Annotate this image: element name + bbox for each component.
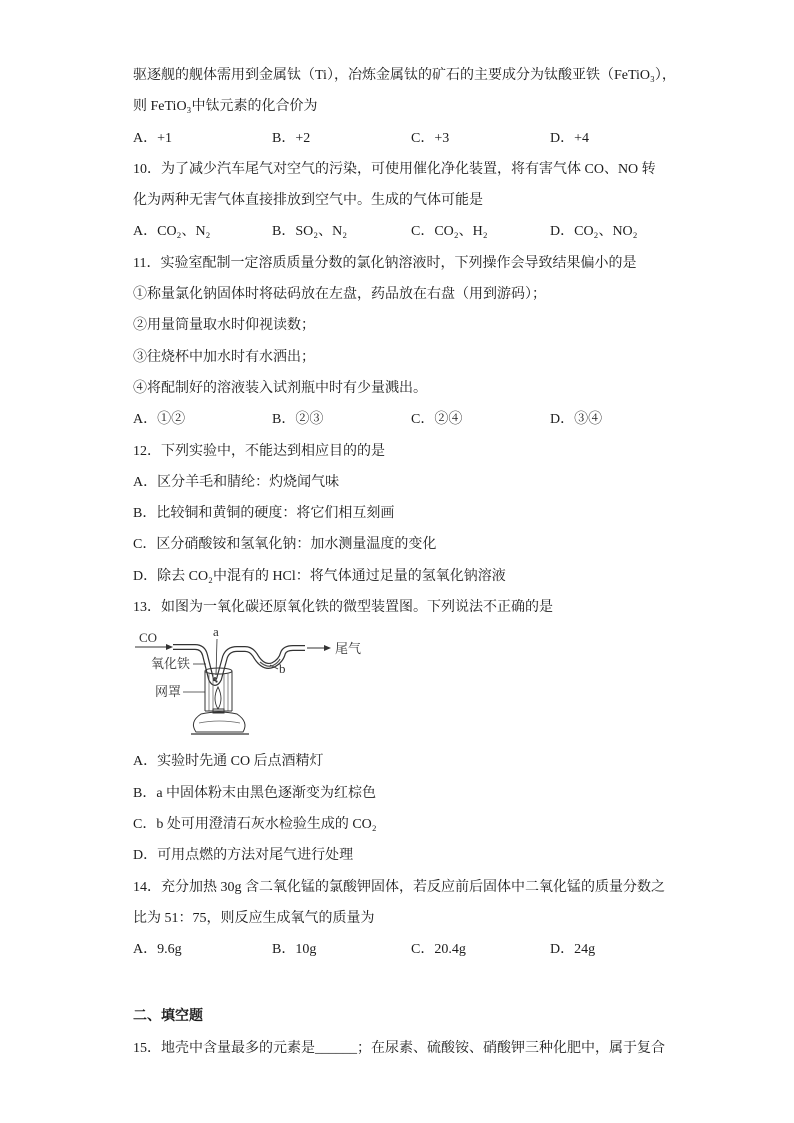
q13-choice-d: D．可用点燃的方法对尾气进行处理: [133, 848, 354, 864]
q11-stem: 11．实验室配制一定溶质质量分数的氯化钠溶液时，下列操作会导致结果偏小的是: [133, 255, 637, 271]
alcohol-lamp-liquid: [199, 721, 240, 723]
q12-choice-c: C．区分硝酸铵和氢氧化钠：加水测量温度的变化: [133, 537, 437, 553]
flame-icon: [215, 687, 221, 709]
q9-option-a: A．+1: [133, 130, 173, 146]
alcohol-lamp-body: [193, 712, 245, 732]
q9-stem-line-2: 则 FeTiO₃中钛元素的化合价为: [133, 99, 318, 115]
q10-option-b: B．SO₂、N₂: [272, 224, 348, 240]
q11-option-a: A．①②: [133, 412, 186, 428]
q11-option-c: C．②④: [411, 412, 463, 428]
q13-stem: 13．如图为一氧化碳还原氧化铁的微型装置图。下列说法不正确的是: [133, 600, 553, 616]
label-b: b: [279, 661, 286, 677]
q9-option-d: D．+4: [550, 130, 590, 146]
q9-options: [133, 123, 733, 154]
q11-item-4: ④将配制好的溶液装入试剂瓶中时有少量溅出。: [133, 380, 427, 396]
section-spacer: [133, 965, 733, 1001]
q11-option-d: D．③④: [550, 412, 603, 428]
label-a-leader: [216, 639, 217, 675]
q9-option-c: C．+3: [411, 130, 450, 146]
q14-option-a: A．9.6g: [133, 942, 182, 958]
exhaust-label: 尾气: [335, 641, 362, 657]
q10-options: [133, 216, 733, 247]
q11-option-b: B．②③: [272, 412, 324, 428]
q12-choice-a: A．区分羊毛和腈纶：灼烧闻气味: [133, 474, 340, 490]
q9-option-b: B．+2: [272, 130, 311, 146]
co-reduction-apparatus-figure: [133, 623, 733, 746]
q14-stem-line-2: 比为 51：75，则反应生成氧气的质量为: [133, 910, 375, 926]
q11-item-3: ③往烧杯中加水时有水洒出；: [133, 349, 315, 365]
co-inlet-label: CO: [139, 630, 158, 646]
q13-choice-b: B．a 中固体粉末由黑色逐渐变为红棕色: [133, 785, 377, 801]
section-heading-fill-in: 二、填空题: [133, 1009, 203, 1025]
q13-choice-a: A．实验时先通 CO 后点酒精灯: [133, 754, 324, 770]
exam-content: [133, 60, 733, 1064]
q13-choice-c: C．b 处可用澄清石灰水检验生成的 CO₂: [133, 816, 377, 832]
q14-option-c: C．20.4g: [411, 942, 466, 958]
label-a: a: [213, 624, 219, 640]
q11-item-1: ①称量氯化钠固体时将砝码放在左盘，药品放在右盘（用到游码）；: [133, 287, 546, 303]
q10-option-d: D．CO₂、NO₂: [550, 224, 638, 240]
iron-oxide-label: 氧化铁: [151, 656, 191, 672]
q14-stem-line-1: 14．充分加热 30g 含二氧化锰的氯酸钾固体，若反应前后固体中二氧化锰的质量分数之: [133, 879, 665, 895]
mesh-cover-label: 网罩: [155, 684, 182, 700]
q12-choice-d: D．除去 CO₂中混有的 HCl：将气体通过足量的氢氧化钠溶液: [133, 568, 506, 584]
q12-choice-b: B．比较铜和黄铜的硬度：将它们相互刻画: [133, 506, 395, 522]
q10-stem-line-1: 10．为了减少汽车尾气对空气的污染，可使用催化净化装置，将有害气体 CO、NO 转: [133, 161, 656, 177]
q15-stem-line-1: 15．地壳中含量最多的元素是______；在尿素、硫酸铵、硝酸钾三种化肥中，属于复合: [133, 1040, 665, 1056]
oxide-powder-dot: [215, 681, 217, 683]
q14-option-d: D．24g: [550, 942, 596, 958]
q10-option-c: C．CO₂、H₂: [411, 224, 488, 240]
q9-stem-line-1: 驱逐舰的舰体需用到金属钛（Ti），冶炼金属钛的矿石的主要成分为钛酸亚铁（FeTiO₃），: [133, 68, 676, 83]
q10-stem-line-2: 化为两种无害气体直接排放到空气中。生成的气体可能是: [133, 193, 483, 209]
q11-options: [133, 404, 733, 435]
q14-options: [133, 934, 733, 965]
q12-stem: 12．下列实验中，不能达到相应目的的是: [133, 443, 385, 459]
q14-option-b: B．10g: [272, 942, 317, 958]
q10-option-a: A．CO₂、N₂: [133, 224, 211, 240]
oxide-powder-dot: [214, 677, 216, 679]
q11-item-2: ②用量筒量取水时仰视读数；: [133, 318, 315, 334]
co-inlet-arrow-head: [166, 644, 173, 650]
apparatus-diagram: [133, 623, 373, 746]
exhaust-arrow-head: [324, 645, 331, 651]
